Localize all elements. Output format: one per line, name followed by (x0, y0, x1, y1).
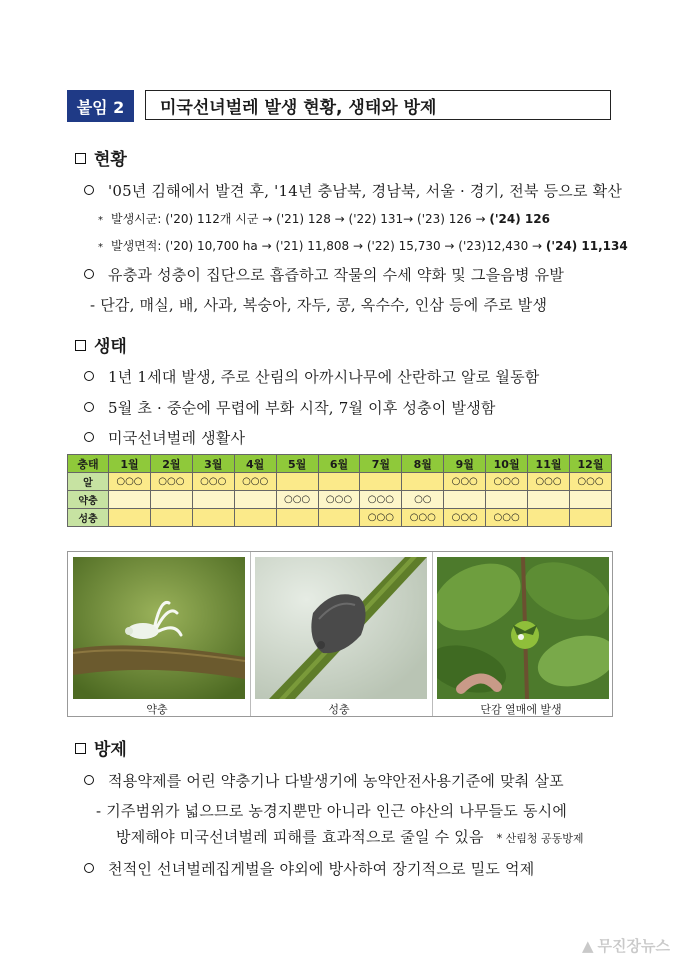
header-month: 9월 (444, 455, 486, 473)
table-cell (234, 491, 276, 509)
control-item-2: 천적인 선녀벌레집게벌을 야외에 방사하여 장기적으로 밀도 억제 (84, 858, 534, 879)
table-cell (234, 509, 276, 527)
attachment-badge: 붙임 2 (67, 90, 134, 122)
photo-panel (67, 551, 613, 717)
ecology-item-1: 1년 1세대 발생, 주로 산림의 아까시나무에 산란하고 알로 월동함 (84, 366, 539, 387)
header-month: 4월 (234, 455, 276, 473)
table-cell: ○○○ (402, 509, 444, 527)
table-cell (276, 473, 318, 491)
table-cell: ○○○ (486, 473, 528, 491)
circle-bullet-icon (84, 269, 94, 279)
header-month: 1월 (109, 455, 151, 473)
lifecycle-table (67, 454, 612, 527)
table-cell: ○○○ (569, 473, 611, 491)
table-row-egg (68, 473, 612, 491)
table-cell (150, 491, 192, 509)
table-cell: ○○○ (360, 491, 402, 509)
source-note: * 산림청 공동방제 (496, 832, 584, 845)
asterisk-icon: * (98, 242, 103, 253)
status-area-count: * 발생시군: ('20) 112개 시군 → ('21) 128 → ('22) 131→ ('23) 126 → ('24) 126 (98, 212, 550, 226)
section-status (75, 145, 127, 170)
status-damage: 유충과 성충이 집단으로 흡즙하고 작물의 수세 약화 및 그을음병 유발 (84, 264, 564, 285)
persimmon-photo (437, 557, 609, 699)
mountain-icon: ▲ (582, 936, 594, 955)
table-cell (150, 509, 192, 527)
table-cell (192, 491, 234, 509)
table-cell: ○○○ (150, 473, 192, 491)
status-area-size: * 발생면적: ('20) 10,700 ha → ('21) 11,808 → ('22) 15,730 → ('23)12,430 → ('24) 11,134 (98, 239, 628, 253)
caption-persimmon: 단감 열매에 발생 (480, 703, 562, 716)
header-month: 10월 (486, 455, 528, 473)
section-control-heading: 방제 (94, 740, 127, 760)
caption-adult: 성충 (328, 703, 350, 716)
table-row-adult (68, 509, 612, 527)
section-status-heading: 현황 (94, 150, 127, 170)
table-cell (486, 491, 528, 509)
stage-label: 약충 (68, 491, 109, 509)
circle-bullet-icon (84, 863, 94, 873)
table-cell: ○○○ (234, 473, 276, 491)
table-cell (360, 473, 402, 491)
stage-label: 성충 (68, 509, 109, 527)
table-cell: ○○○ (318, 491, 360, 509)
circle-bullet-icon (84, 402, 94, 412)
table-cell: ○○○ (276, 491, 318, 509)
table-cell: ○○○ (444, 509, 486, 527)
persimmon-illustration (437, 557, 609, 699)
ecology-item-2: 5월 초 · 중순에 무렵에 부화 시작, 7월 이후 성충이 발생함 (84, 397, 496, 418)
ecology-item-3: 미국선녀벌레 생활사 (84, 427, 245, 448)
table-cell (402, 473, 444, 491)
table-cell (318, 509, 360, 527)
table-cell (569, 491, 611, 509)
table-cell (444, 491, 486, 509)
status-crops: - 단감, 매실, 배, 사과, 복숭아, 자두, 콩, 옥수수, 인삼 등에 주로 발생 (90, 296, 548, 314)
circle-bullet-icon (84, 432, 94, 442)
table-cell (569, 509, 611, 527)
nymph-illustration (73, 557, 245, 699)
header-month: 11월 (528, 455, 570, 473)
table-cell: ○○○ (444, 473, 486, 491)
table-cell (109, 491, 151, 509)
section-ecology-heading: 생태 (94, 337, 127, 357)
header-month: 2월 (150, 455, 192, 473)
table-cell: ○○○ (486, 509, 528, 527)
table-cell (109, 509, 151, 527)
section-ecology (75, 332, 127, 357)
nymph-photo (73, 557, 245, 699)
table-cell: ○○○ (109, 473, 151, 491)
asterisk-icon: * (98, 215, 103, 226)
table-cell (318, 473, 360, 491)
table-cell: ○○ (402, 491, 444, 509)
header-month: 7월 (360, 455, 402, 473)
caption-nymph: 약충 (146, 703, 168, 716)
stage-label: 알 (68, 473, 109, 491)
adult-illustration (255, 557, 427, 699)
table-cell: ○○○ (360, 509, 402, 527)
header-stage: 충태 (68, 455, 109, 473)
table-row-nymph (68, 491, 612, 509)
table-cell (276, 509, 318, 527)
circle-bullet-icon (84, 371, 94, 381)
table-header-row (68, 455, 612, 473)
title-row (67, 90, 613, 122)
table-cell (528, 491, 570, 509)
section-control (75, 735, 127, 760)
circle-bullet-icon (84, 775, 94, 785)
header-month: 8월 (402, 455, 444, 473)
header-month: 3월 (192, 455, 234, 473)
table-cell: ○○○ (192, 473, 234, 491)
square-bullet-icon (75, 743, 86, 754)
control-sub-2: 방제해야 미국선녀벌레 피해를 효과적으로 줄일 수 있음 * 산림청 공동방제 (116, 828, 584, 846)
watermark: ▲ 무진장뉴스 (582, 936, 670, 955)
table-cell (528, 509, 570, 527)
table-cell (192, 509, 234, 527)
table-cell: ○○○ (528, 473, 570, 491)
control-item-1: 적용약제를 어린 약충기나 다발생기에 농약안전사용기준에 맞춰 살포 (84, 770, 564, 791)
control-sub-1: - 기주범위가 넓으므로 농경지뿐만 아니라 인근 야산의 나무들도 동시에 (96, 802, 568, 820)
adult-photo (255, 557, 427, 699)
page-title: 미국선녀벌레 발생 현황, 생태와 방제 (145, 90, 611, 120)
header-month: 6월 (318, 455, 360, 473)
photo-divider (432, 552, 433, 716)
header-month: 5월 (276, 455, 318, 473)
header-month: 12월 (569, 455, 611, 473)
square-bullet-icon (75, 340, 86, 351)
photo-divider (250, 552, 251, 716)
status-spread: '05년 김해에서 발견 후, '14년 충남북, 경남북, 서울 · 경기, 전북 등으로 확산 (84, 180, 622, 201)
circle-bullet-icon (84, 185, 94, 195)
square-bullet-icon (75, 153, 86, 164)
